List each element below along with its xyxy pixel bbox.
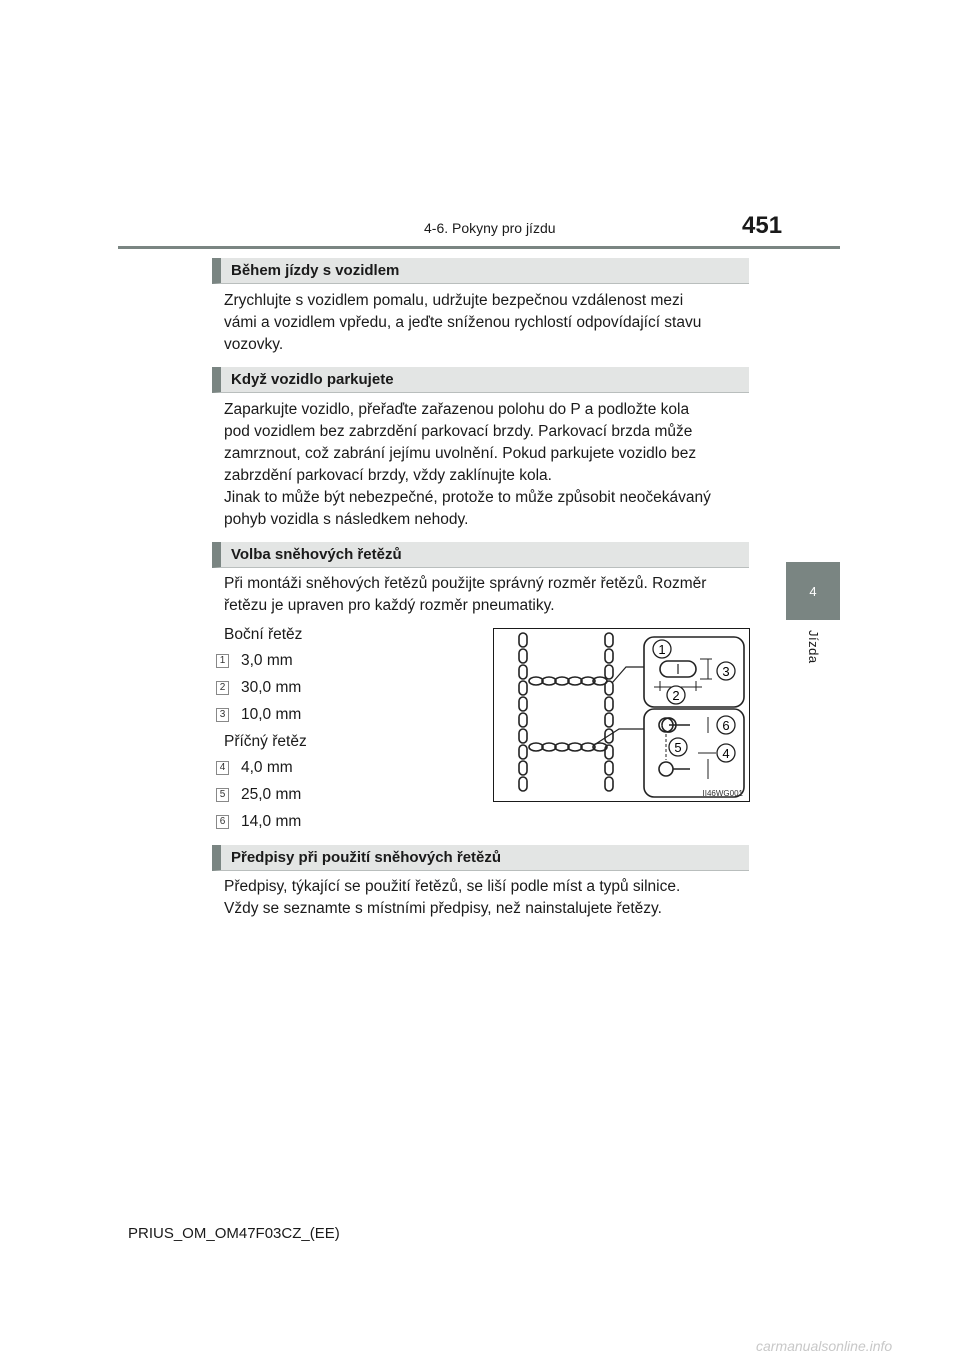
callout-6 xyxy=(717,716,735,734)
text-line: Zaparkujte vozidlo, přeřaďte zařazenou polohu do P a podložte kola xyxy=(224,401,690,418)
text-line: Jinak to může být nebezpečné, protože to může způsobit neočekávaný xyxy=(224,489,711,506)
svg-text:5: 5 xyxy=(674,740,682,755)
item-value: 30,0 mm xyxy=(241,679,302,696)
svg-text:4: 4 xyxy=(722,746,730,761)
page-header-rule xyxy=(118,0,840,249)
section-title-regulations: Předpisy při použití sněhových řetězů xyxy=(212,845,749,871)
text-line: vámi a vozidlem vpředu, a jeďte sníženou rychlostí odpovídající stavu xyxy=(224,314,702,331)
section-title-parking: Když vozidlo parkujete xyxy=(212,367,749,393)
driving-paragraph xyxy=(224,290,749,356)
item-value: 10,0 mm xyxy=(241,706,302,723)
text-line: Předpisy, týkající se použití řetězů, se liší podle míst a typů silnice. xyxy=(224,878,681,895)
item-number-badge: 5 xyxy=(216,788,229,802)
side-chain-label: Boční řetěz xyxy=(224,626,303,643)
text-line: řetězu je upraven pro každý rozměr pneumatiky. xyxy=(224,597,555,614)
list-item xyxy=(216,784,301,806)
callout-3 xyxy=(717,662,735,680)
callout-5 xyxy=(669,738,687,756)
text-line: vozovky. xyxy=(224,336,284,353)
regulations-paragraph xyxy=(224,876,749,920)
item-number-badge: 6 xyxy=(216,815,229,829)
text-line: Při montáži sněhových řetězů použijte správný rozměr řetězů. Rozměr xyxy=(224,575,707,592)
chains-paragraph xyxy=(224,573,749,617)
svg-text:3: 3 xyxy=(722,664,730,679)
chapter-tab[interactable] xyxy=(786,562,840,620)
text-line: zabrzdění parkovací brzdy, vždy zaklínujte kola. xyxy=(224,467,552,484)
text-line: pohyb vozidla s následkem nehody. xyxy=(224,511,469,528)
callout-1 xyxy=(653,640,671,658)
callout-4 xyxy=(717,744,735,762)
item-value: 25,0 mm xyxy=(241,786,302,803)
item-number-badge: 3 xyxy=(216,708,229,722)
cross-chain-label: Příčný řetěz xyxy=(224,733,307,750)
list-item xyxy=(216,811,301,833)
document-code: PRIUS_OM_OM47F03CZ_(EE) xyxy=(128,1225,340,1242)
chain-illustration xyxy=(494,629,749,801)
list-item xyxy=(216,704,301,726)
item-value: 3,0 mm xyxy=(241,652,293,669)
left-side-chain xyxy=(519,633,527,791)
section-reference: 4-6. Pokyny pro jízdu xyxy=(424,220,556,236)
list-item xyxy=(216,677,301,699)
item-number-badge: 4 xyxy=(216,761,229,775)
watermark: carmanualsonline.info xyxy=(756,1338,893,1354)
callout-2 xyxy=(667,686,685,704)
chapter-label: Jízda xyxy=(806,630,821,664)
text-line: Vždy se seznamte s místními předpisy, než nainstalujete řetězy. xyxy=(224,900,662,917)
section-title-chains: Volba sněhových řetězů xyxy=(212,542,749,568)
snow-chain-figure xyxy=(493,628,750,802)
item-number-badge: 1 xyxy=(216,654,229,668)
text-line: zamrznout, což zabrání jejímu uvolnění. Pokud parkujete vozidlo bez xyxy=(224,445,697,462)
item-number-badge: 2 xyxy=(216,681,229,695)
item-value: 4,0 mm xyxy=(241,759,293,776)
svg-text:2: 2 xyxy=(672,688,680,703)
upper-cross-chain xyxy=(529,677,607,685)
text-line: pod vozidlem bez zabrzdění parkovací brzdy. Parkovací brzda může xyxy=(224,423,693,440)
parking-paragraph xyxy=(224,399,749,531)
list-item xyxy=(216,650,293,672)
list-item xyxy=(216,757,293,779)
figure-code: II46WG001 xyxy=(702,789,743,798)
text-line: Zrychlujte s vozidlem pomalu, udržujte bezpečnou vzdálenost mezi xyxy=(224,292,684,309)
page-number: 451 xyxy=(742,212,783,239)
section-title-driving: Během jízdy s vozidlem xyxy=(212,258,749,284)
svg-text:1: 1 xyxy=(658,642,666,657)
right-side-chain xyxy=(605,633,613,791)
chapter-number: 4 xyxy=(809,583,817,599)
item-value: 14,0 mm xyxy=(241,813,302,830)
svg-text:6: 6 xyxy=(722,718,730,733)
